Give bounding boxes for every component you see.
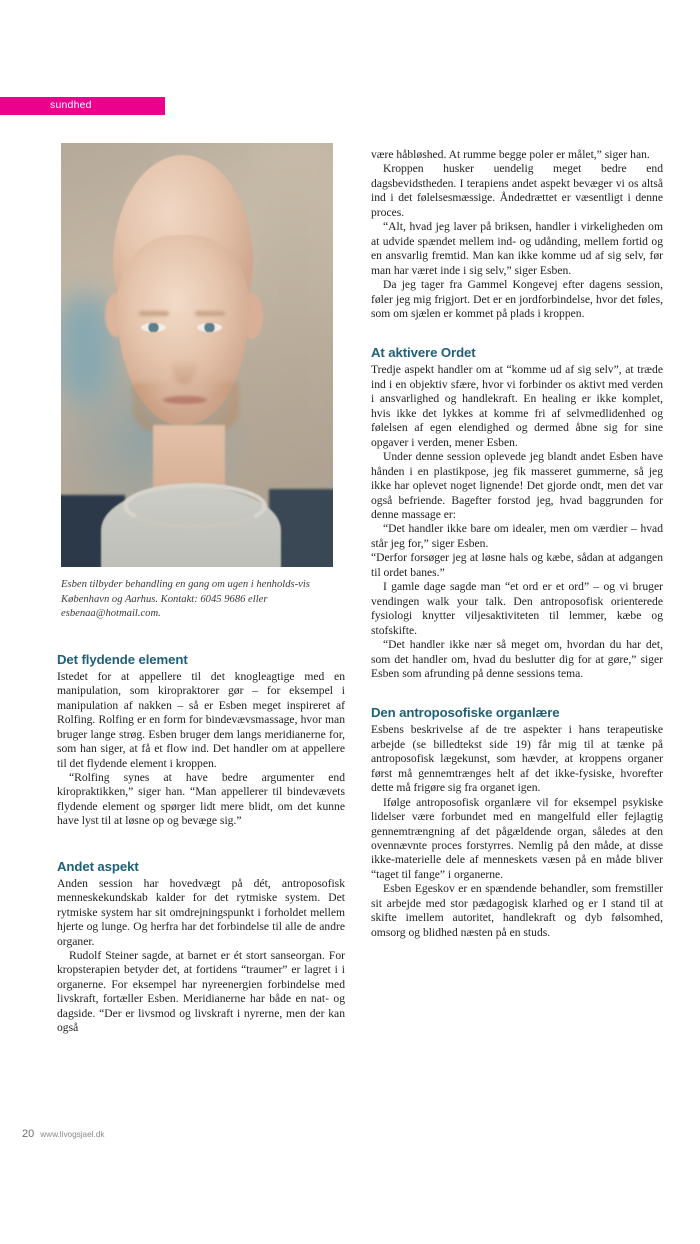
section-heading: Andet aspekt [57, 858, 139, 874]
article-section-det-flydende-element [57, 652, 345, 829]
paragraph: Da jeg tager fra Gammel Kongevej efter dagens session, føler jeg mig frigjort. Det er en jordforbindelse, hvor det føles, som om sjælen er kommet på plads i kroppen. [371, 278, 663, 320]
paragraph: Rudolf Steiner sagde, at barnet er ét stort sanseorgan. For kropsterapien betyder det, at fortidens “traumer” er lagret i i organerne. For eksempel har nyreenergien forbindelse med livskraft, fortæller Esben. Meridianerne har både en nat- og dagside. “Der er livsmod og livskraft i nyrerne, men der kan også [57, 949, 345, 1035]
page-footer [22, 1128, 104, 1140]
page-number: 20 [22, 1128, 35, 1140]
photo-nose [171, 339, 197, 385]
photo-wall-blur [255, 143, 333, 443]
paragraph: “Derfor forsøger jeg at løsne hals og kæbe, sådan at adgangen til ordet banes.” [371, 551, 663, 579]
paragraph: I gamle dage sagde man “et ord er et ord” – og vi bruger vendingen walk your talk. Den antroposofisk orienterede fysiologi knytter viljesaktiviteten til lemmer, kæbe og stofskifte. [371, 580, 663, 637]
paragraph: Kroppen husker uendelig meget bedre end dagsbevidstheden. I terapiens andet aspekt bevæger vi os altså ind i det følelsesmæssige. Åndedrættet er væsentligt i denne proces. [371, 162, 663, 219]
photo-mouth [163, 396, 207, 404]
paragraph: Tredje aspekt handler om at “komme ud af sig selv”, at træde ind i en objektiv sfære, hvor vi forbinder os aktivt med verden i ansvarlighed og handlekraft. En healing er ikke komplet, hvis ikke det lykkes at komme fri af selvmedlidenhed og følelsen af egen elendighed og dermed åbne sig for sine opgaver i verden, mener Esben. [371, 363, 663, 449]
section-heading: Det flydende element [57, 651, 188, 667]
paragraph: Esbens beskrivelse af de tre aspekter i hans terapeutiske arbejde (se billedtekst side 19) får mig til at tænke på antroposofisk lægekunst, som hævder, at kroppens organer først må gennemtrænges helt af det ikke-fysiske, hvorefter dette må frigøre sig fra organet igen. [371, 723, 663, 795]
paragraph: “Det handler ikke bare om idealer, men om værdier – hvad står jeg for,” siger Esben. [371, 522, 663, 550]
paragraph: være håbløshed. At rumme begge poler er målet,” siger han. [371, 148, 650, 161]
photo-eye-left [141, 323, 166, 332]
photo-eye-right [197, 323, 222, 332]
section-tag-label: sundhed [50, 99, 92, 111]
photo-caption: Esben tilbyder behandling en gang om ugen i henholds-vis København og Aarhus. Kontakt: 6045 9686 eller esbenaa@hotmail.com. [61, 579, 310, 620]
paragraph: “Det handler ikke nær så meget om, hvordan du har det, som det handler om, hvad du beslutter dig for at gøre,” siger Esben som afrunding på denne sessions tema. [371, 638, 663, 680]
photo-shirt-collar [123, 483, 267, 529]
left-column [57, 143, 345, 1036]
paragraph: Istedet for at appellere til det knogleagtige med en manipulation, som kiropraktorer gør – for eksempel i manipulation af nakken – så er Esben meget inspireret af Rolfing. Rolfing er en form for bindevævsmassage, hvor man bruger lange strøg. Esben bruger dem langs meridianerne for, som han siger, at få et flow ind. Det handler om at appellere til det flydende element i kroppen. [57, 669, 345, 770]
website-url: www.livogsjael.dk [40, 1130, 105, 1139]
paragraph: “Rolfing synes at have bedre argumenter end kiropraktikken,” siger han. “Man appellerer til bindevævets flydende element og spørger lidt mere blidt, om det kunne have lyst til at løsne op og bevæge sig.” [57, 770, 345, 828]
paragraph: Anden session har hovedvægt på dét, antroposofisk menneskekundskab kalder for det rytmiske system. Det rytmiske system har sit omdrejningspunkt i forholdet mellem hjerte og lunge. Og herfra har det forbindelse til alle de andre organer. [57, 876, 345, 948]
section-tag-banner [0, 97, 165, 115]
portrait-photo [61, 143, 333, 567]
paragraph: Under denne session oplevede jeg blandt andet Esben have hånden i en plastikpose, jeg fik masseret gummerne, så jeg ikke har oplevet noget lignende! Det gjorde ondt, men det var også befriende. Bagefter forstod jeg, hvad baggrunden for denne massage er: [371, 450, 663, 521]
paragraph: “Alt, hvad jeg laver på briksen, handler i virkeligheden om at udvide spændet mellem ind- og udånding, mellem fortid og en ansvarlig fremtid. Man kan ikke komme ud af sig selv, før man har været inde i sig selv,” siger Esben. [371, 220, 663, 277]
article-section-andet-aspekt [57, 859, 345, 1036]
photo-brow-right [195, 311, 225, 316]
paragraph: Ifølge antroposofisk organlære vil for eksempel psykiske lidelser være forbundet med en mangelfuld eller fejlagtig gennemtrængning af det pågældende organ, således at den ovennævnte proces forstyrres. Nemlig på den måde, at disse ikke-materielle dele af menneskets væsen på en måde bliver “taget til fange” i organerne. [371, 795, 663, 881]
paragraph: Esben Egeskov er en spændende behandler, som fremstiller sit arbejde med stor pædagogisk klarhed og er I stand til at skifte imellem autoritet, handlekraft og dyb følsomhed, omsorg og blidhed næsten på en studs. [371, 882, 663, 939]
section-heading: Den antroposofiske organlære [371, 705, 560, 721]
right-column [371, 148, 663, 940]
photo-brow-left [139, 311, 169, 316]
article-section-den-antroposofiske-organlaere [371, 705, 663, 940]
article-section-at-aktivere-ordet [371, 345, 663, 681]
section-heading: At aktivere Ordet [371, 345, 476, 361]
article-section-continuation [371, 148, 663, 321]
